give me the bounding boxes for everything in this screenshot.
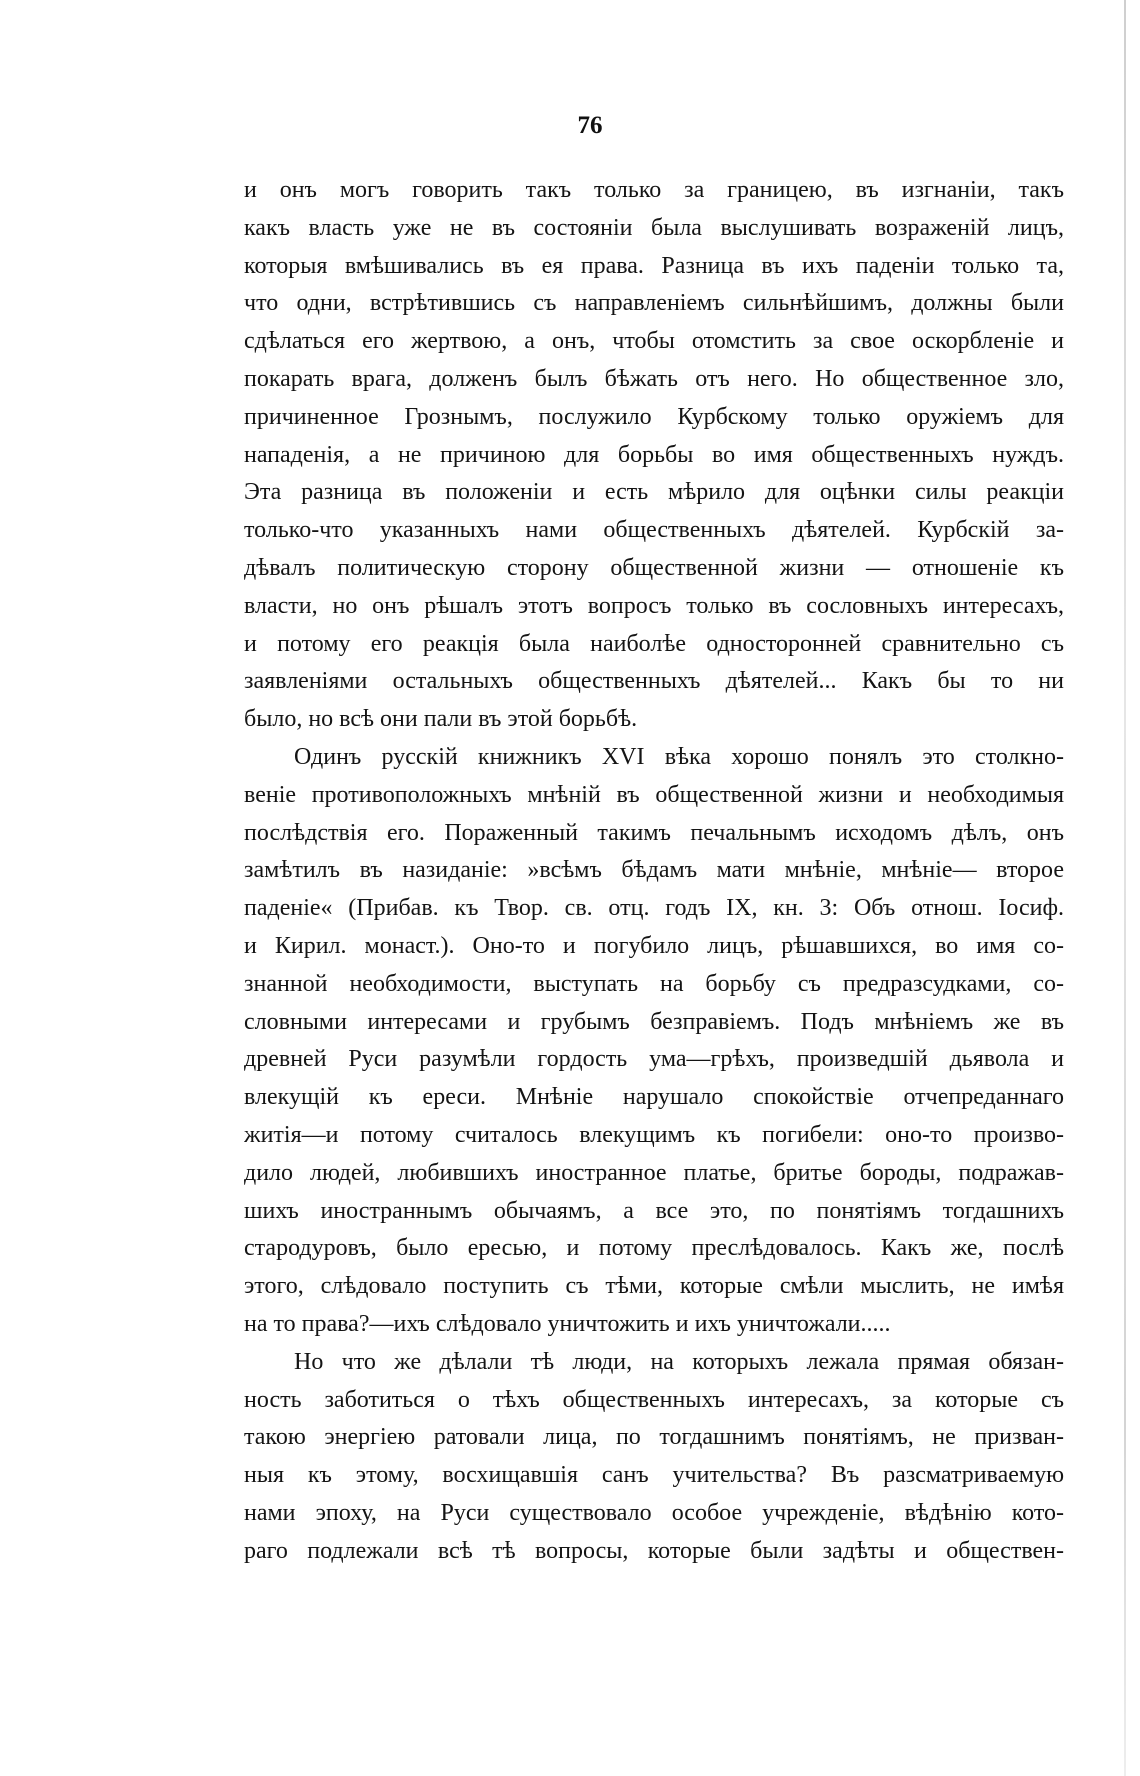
page-number: 76: [577, 112, 603, 139]
text-line: шихъ иностраннымъ обычаямъ, а все это, по понятіямъ тогдашнихъ: [244, 1197, 1064, 1224]
text-line: Эта разница въ положеніи и есть мѣрило для оцѣнки силы реакціи: [244, 479, 1064, 506]
text-line: житія—и потому считалось влекущимъ къ погибели: оно-то произво-: [244, 1121, 1064, 1148]
body-text: [244, 172, 1064, 1570]
text-line: знанной необходимости, выступать на борьбу съ предразсудками, со-: [244, 970, 1064, 997]
text-line: такою энергіею ратовали лица, по тогдашнимъ понятіямъ, не призван-: [244, 1424, 1064, 1451]
text-line: стародуровъ, было ересью, и потому преслѣдовалось. Какъ же, послѣ: [244, 1235, 1064, 1262]
text-line: только-что указанныхъ нами общественныхъ дѣятелей. Курбскій за-: [244, 517, 1064, 544]
text-line: причиненное Грознымъ, послужило Курбскому только оружіемъ для: [244, 403, 1064, 430]
text-line: древней Руси разумѣли гордость ума—грѣхъ, произведшій дьявола и: [244, 1046, 1064, 1073]
text-line: ность заботиться о тѣхъ общественныхъ интересахъ, за которые съ: [244, 1386, 1064, 1413]
text-line: на то права?—ихъ слѣдовало уничтожить и ихъ уничтожали.....: [244, 1310, 891, 1337]
text-line: замѣтилъ въ назиданіе: »всѣмъ бѣдамъ мати мнѣніе, мнѣніе— второе: [244, 857, 1064, 884]
text-line: нами эпоху, на Руси существовало особое учрежденіе, вѣдѣнію кото-: [244, 1499, 1064, 1526]
text-line: какъ власть уже не въ состояніи была выслушивать возраженій лицъ,: [244, 214, 1064, 241]
text-line: нападенія, а не причиною для борьбы во имя общественныхъ нуждъ.: [244, 441, 1064, 468]
text-line: раго подлежали всѣ тѣ вопросы, которые были задѣты и обществен-: [244, 1537, 1064, 1564]
text-line: и Кирил. монаст.). Оно-то и погубило лицъ, рѣшавшихся, во имя со-: [244, 932, 1064, 959]
text-line: Но что же дѣлали тѣ люди, на которыхъ лежала прямая обязан-: [294, 1348, 1064, 1375]
text-line: власти, но онъ рѣшалъ этотъ вопросъ только въ сословныхъ интересахъ,: [244, 592, 1064, 619]
text-line: Одинъ русскій книжникъ XVI вѣка хорошо понялъ это столкно-: [294, 743, 1064, 770]
text-line: дѣвалъ политическую сторону общественной жизни — отношеніе къ: [244, 554, 1064, 581]
text-line: и потому его реакція была наиболѣе односторонней сравнительно съ: [244, 630, 1064, 657]
text-line: послѣдствія его. Пораженный такимъ печальнымъ исходомъ дѣлъ, онъ: [244, 819, 1064, 846]
text-line: заявленіями остальныхъ общественныхъ дѣятелей... Какъ бы то ни: [244, 668, 1064, 695]
text-line: паденіе« (Прибав. къ Твор. св. отц. годъ IX, кн. 3: Объ отнош. Іосиф.: [244, 895, 1064, 922]
text-line: дило людей, любившихъ иностранное платье, бритье бороды, подражав-: [244, 1159, 1064, 1186]
text-line: которыя вмѣшивались въ ея права. Разница въ ихъ паденіи только та,: [244, 252, 1064, 279]
page-edge-shadow: [1124, 0, 1126, 1776]
text-line: ныя къ этому, восхищавшія санъ учительства? Въ разсматриваемую: [244, 1462, 1064, 1489]
text-line: покарать врага, долженъ былъ бѣжать отъ него. Но общественное зло,: [244, 365, 1064, 392]
text-line: что одни, встрѣтившись съ направленіемъ сильнѣйшимъ, должны были: [244, 290, 1064, 317]
text-line: и онъ могъ говорить такъ только за границею, въ изгнаніи, такъ: [244, 177, 1064, 203]
text-line: влекущій къ ереси. Мнѣніе нарушало спокойствіе отчепреданнаго: [244, 1084, 1064, 1111]
text-line: сдѣлаться его жертвою, а онъ, чтобы отомстить за свое оскорбленіе и: [244, 328, 1064, 355]
text-line: было, но всѣ они пали въ этой борьбѣ.: [244, 706, 638, 733]
text-line: веніе противоположныхъ мнѣній въ общественной жизни и необходимыя: [244, 781, 1064, 808]
text-line: этого, слѣдовало поступить съ тѣми, которые смѣли мыслить, не имѣя: [244, 1273, 1064, 1300]
text-line: словными интересами и грубымъ безправіемъ. Подъ мнѣніемъ же въ: [244, 1008, 1064, 1035]
